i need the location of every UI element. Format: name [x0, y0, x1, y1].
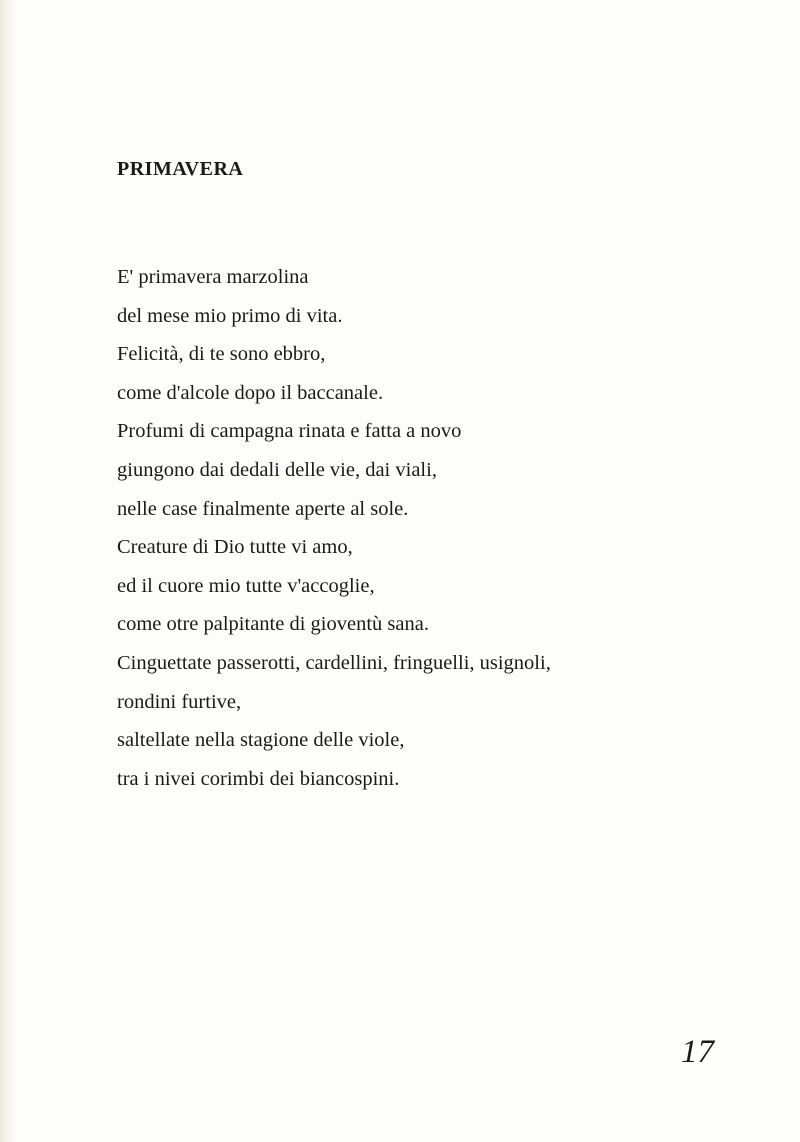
poem-line: Cinguettate passerotti, cardellini, fringuelli, usignoli,	[117, 651, 551, 674]
page-number: 17	[681, 1034, 714, 1070]
poem-line: E' primavera marzolina	[117, 266, 309, 288]
poem-line: del mese mio primo di vita.	[117, 304, 343, 327]
poem-line: Felicità, di te sono ebbro,	[117, 343, 326, 366]
poem-line: rondini furtive,	[117, 690, 242, 713]
poem-line: come otre palpitante di gioventù sana.	[117, 613, 429, 636]
poem-line: Creature di Dio tutte vi amo,	[117, 536, 353, 559]
poem-line: tra i nivei corimbi dei biancospini.	[117, 767, 400, 790]
poem-line: giungono dai dedali delle vie, dai viali,	[117, 458, 437, 481]
poem-line: come d'alcole dopo il baccanale.	[117, 381, 384, 404]
poem-title: PRIMAVERA	[117, 158, 244, 180]
poem-body	[117, 262, 551, 802]
poem-line: ed il cuore mio tutte v'accoglie,	[117, 574, 375, 597]
poem-line: nelle case finalmente aperte al sole.	[117, 497, 409, 520]
poem-line: Profumi di campagna rinata e fatta a novo	[117, 420, 462, 443]
poem-line: saltellate nella stagione delle viole,	[117, 729, 405, 752]
